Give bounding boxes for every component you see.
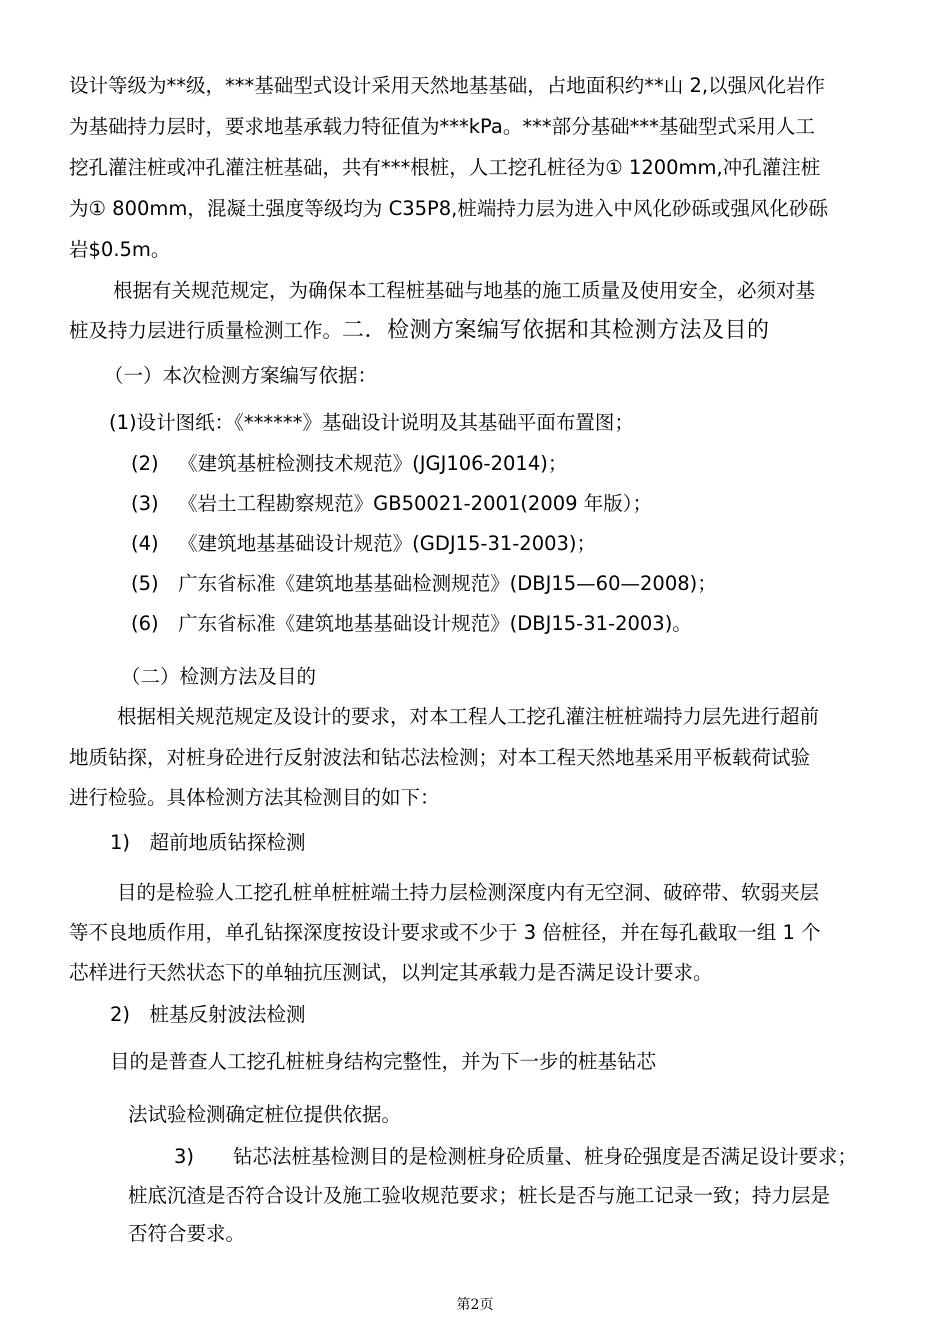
reference-item: (3) 《岩土工程勘察规范》GB50021-2001(2009 年版）； — [131, 492, 652, 515]
body-text-line: 进行检验。具体检测方法其检测目的如下： — [69, 786, 440, 809]
reference-item: (1)设计图纸：《******》基础设计说明及其基础平面布置图； — [109, 411, 634, 434]
body-text-line: 法试验检测确定桩位提供依据。 — [128, 1103, 402, 1126]
subsection-title: （二）检测方法及目的 — [121, 665, 317, 688]
reference-item: (2) 《建筑基桩检测技术规范》(JGJ106-2014)； — [131, 452, 568, 475]
method-title: 2) 桩基反射波法检测 — [110, 1003, 306, 1026]
reference-item: (5) 广东省标准《建筑地基基础检测规范》(DBJ15—60—2008)； — [131, 572, 717, 595]
body-text-line: 岩$0.5m。 — [69, 238, 171, 261]
reference-item: (4) 《建筑地基基础设计规范》(GDJ15-31-2003)； — [131, 532, 597, 555]
body-text-line: 否符合要求。 — [128, 1222, 246, 1245]
method-title: 1) 超前地质钻探检测 — [110, 831, 306, 854]
body-text-line: 等不良地质作用，单孔钻探深度按设计要求或不少于 3 倍桩径，并在每孔截取一组 1 个 — [69, 921, 821, 944]
body-text-line: 设计等级为**级，***基础型式设计采用天然地基基础，占地面积约**山 2,以强风化岩作 — [69, 74, 826, 97]
section-heading: 二．检测方案编写依据和其检测方法及目的 — [342, 318, 770, 343]
body-text-line: 为① 800mm，混凝土强度等级均为 C35P8,桩端持力层为进入中风化砂砾或强风化砂砾 — [69, 197, 828, 220]
body-text-line: 地质钻探，对桩身砼进行反射波法和钻芯法检测；对本工程天然地基采用平板载荷试验 — [69, 746, 811, 769]
body-text-line: 根据相关规范规定及设计的要求，对本工程人工挖孔灌注桩桩端持力层先进行超前 — [117, 705, 820, 728]
body-text-line: 目的是检验人工挖孔桩单桩桩端土持力层检测深度内有无空洞、破碎带、软弱夹层 — [117, 881, 820, 904]
body-text-line: 挖孔灌注桩或冲孔灌注桩基础，共有***根桩，人工挖孔桩径为① 1200mm,冲孔灌注桩 — [69, 156, 821, 179]
body-text-line: 芯样进行天然状态下的单轴抗压测试，以判定其承载力是否满足设计要求。 — [69, 961, 713, 984]
body-text-line: 目的是普查人工挖孔桩桩身结构完整性，并为下一步的桩基钻芯 — [110, 1050, 657, 1073]
body-text-line: 3) 钻芯法桩基检测目的是检测桩身砼质量、桩身砼强度是否满足设计要求； — [174, 1145, 858, 1168]
reference-item: (6) 广东省标准《建筑地基基础设计规范》(DBJ15-31-2003)。 — [131, 612, 692, 635]
body-text-line: 桩底沉渣是否符合设计及施工验收规范要求；桩长是否与施工记录一致；持力层是 — [128, 1184, 831, 1207]
body-text-line: 为基础持力层时，要求地基承载力特征值为***kPa。***部分基础***基础型式采用人工 — [69, 115, 815, 138]
page-number: 第2页 — [456, 1297, 494, 1313]
body-text: 桩及持力层进行质量检测工作。 — [69, 319, 343, 342]
body-text-line — [69, 318, 770, 344]
body-text-line: 根据有关规范规定，为确保本工程桩基础与地基的施工质量及使用安全，必须对基 — [113, 279, 816, 302]
subsection-title: （一）本次检测方案编写依据： — [104, 364, 378, 387]
